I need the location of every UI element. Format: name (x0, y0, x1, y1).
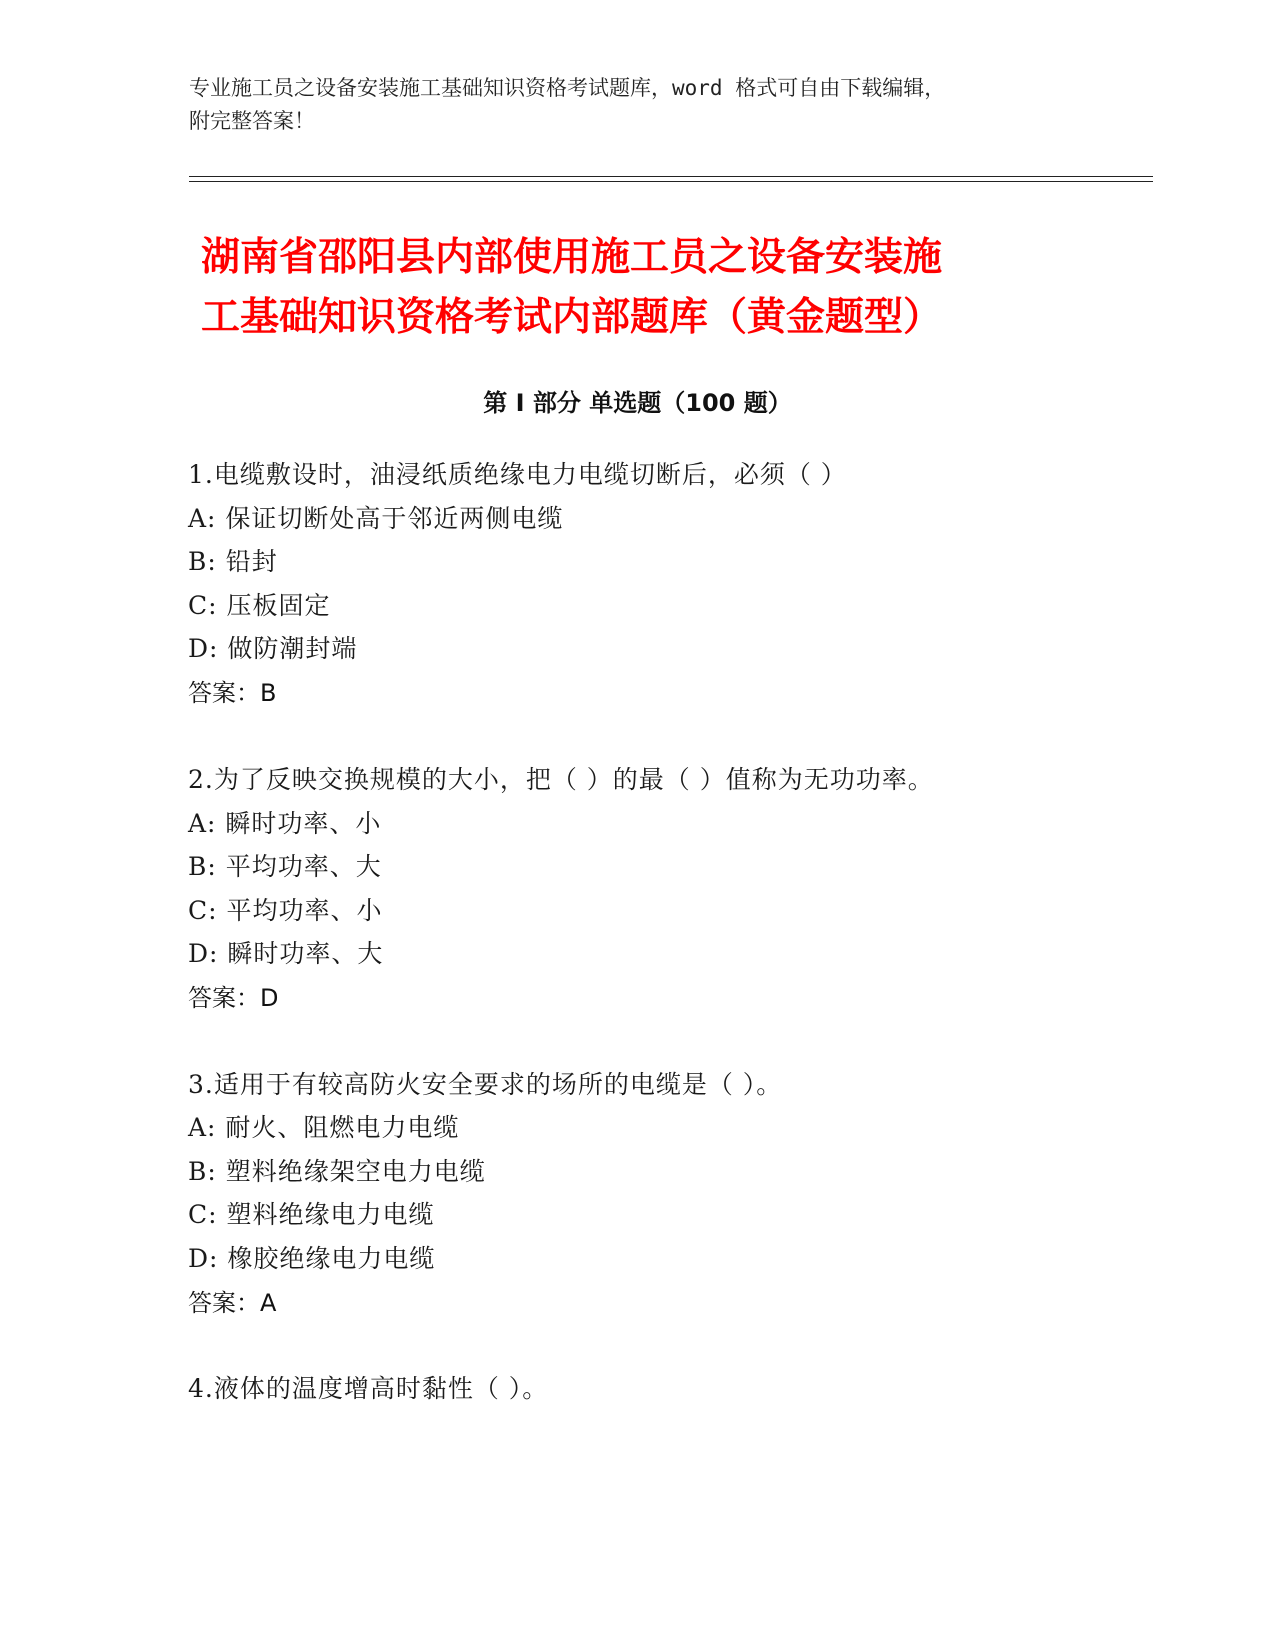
question-2-answer: 答案：D (188, 984, 279, 1012)
question-2-option-d: D: 瞬时功率、大 (188, 939, 384, 968)
header-note-line2: 附完整答案！ (189, 109, 315, 133)
question-1-option-c: C: 压板固定 (188, 591, 331, 620)
question-3-option-c: C: 塑料绝缘电力电缆 (188, 1200, 435, 1229)
header-rule-top (189, 176, 1153, 177)
question-3-option-a: A: 耐火、阻燃电力电缆 (188, 1113, 460, 1142)
question-3-stem: 3.适用于有较高防火安全要求的场所的电缆是（ ）。 (188, 1070, 783, 1099)
header-rule-bottom (189, 181, 1153, 182)
question-3-option-d: D: 橡胶绝缘电力电缆 (188, 1244, 436, 1273)
question-1-answer: 答案：B (188, 679, 277, 707)
question-1-option-b: B: 铅封 (188, 547, 278, 576)
document-title-line2: 工基础知识资格考试内部题库（黄金题型） (201, 295, 943, 340)
question-2-option-c: C: 平均功率、小 (188, 896, 383, 925)
question-3-answer: 答案：A (188, 1289, 277, 1317)
section-heading: 第 I 部分 单选题（100 题） (483, 389, 792, 417)
document-title-line1: 湖南省邵阳县内部使用施工员之设备安装施 (201, 235, 943, 280)
question-3-option-b: B: 塑料绝缘架空电力电缆 (188, 1157, 486, 1186)
header-note-line1: 专业施工员之设备安装施工基础知识资格考试题库，word 格式可自由下载编辑， (189, 76, 946, 100)
question-1-option-a: A: 保证切断处高于邻近两侧电缆 (188, 504, 564, 533)
question-1-option-d: D: 做防潮封端 (188, 634, 358, 663)
question-2-option-a: A: 瞬时功率、小 (188, 809, 382, 838)
question-1-stem: 1.电缆敷设时，油浸纸质绝缘电力电缆切断后，必须（ ） (188, 460, 847, 489)
question-2-stem: 2.为了反映交换规模的大小，把（ ）的最（ ）值称为无功功率。 (188, 765, 934, 794)
question-2-option-b: B: 平均功率、大 (188, 852, 382, 881)
document-title (201, 228, 1081, 348)
question-4-stem: 4.液体的温度增高时黏性（ ）。 (188, 1374, 549, 1403)
header-note (189, 72, 1069, 138)
